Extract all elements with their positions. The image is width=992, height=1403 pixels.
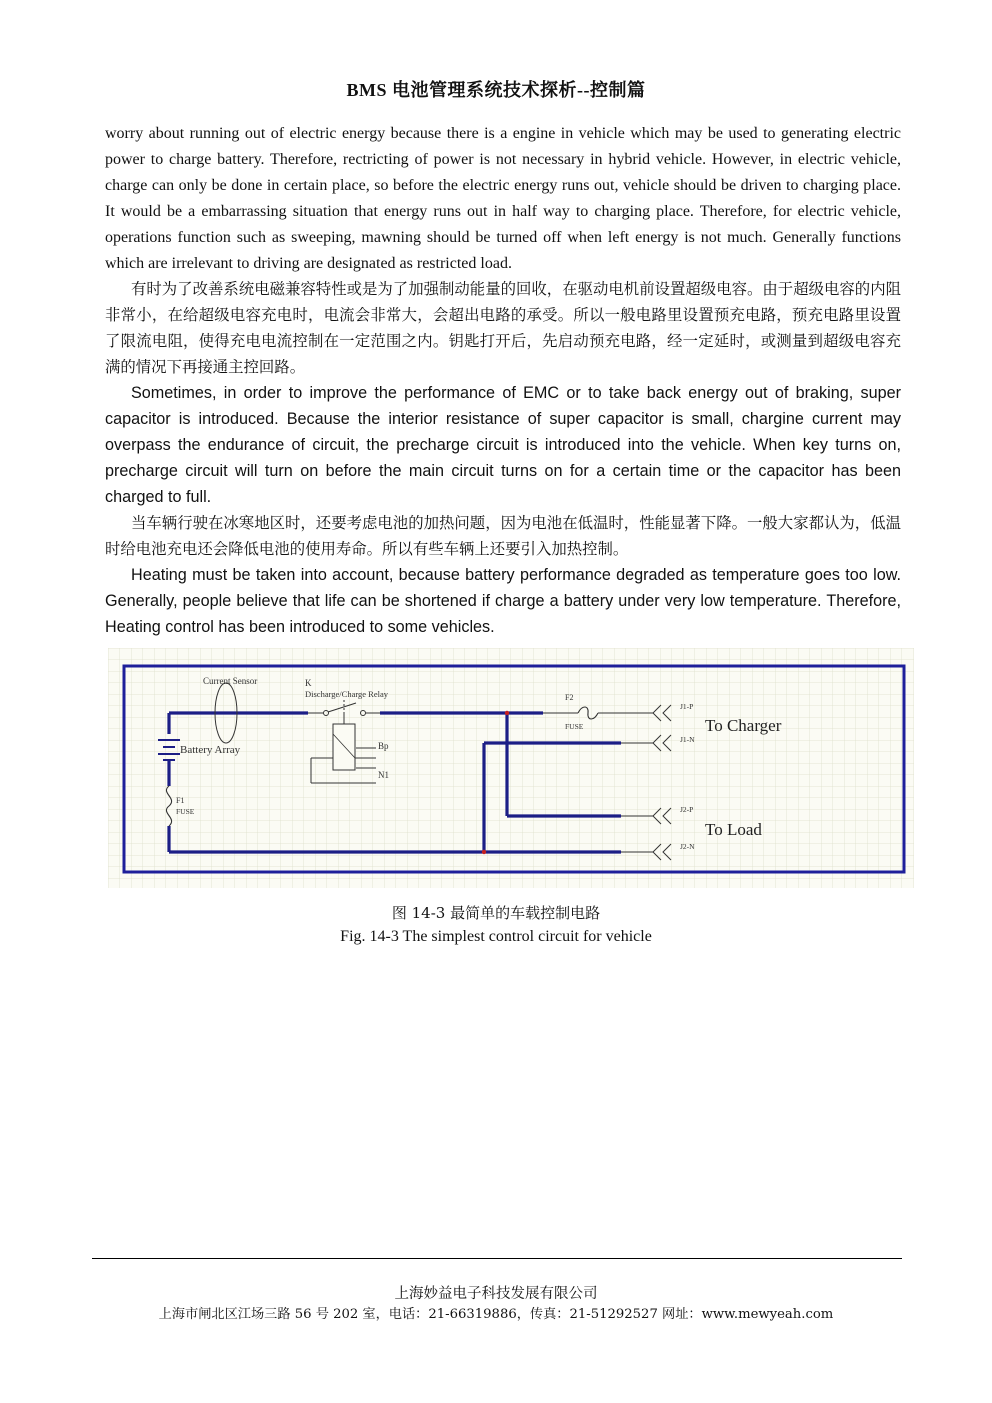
j2p-label: J2-P	[680, 805, 694, 814]
j2n-label: J2-N	[680, 842, 695, 851]
paragraph-electric-vehicle-energy: worry about running out of electric energy because there is a engine in vehicle which may be used to generating electric power to charge battery. Therefore, rectricting of power is not necessary in hybrid vehicle. However, in electric vehicle, charge can only be done in certain place, so before the electric energy runs out, vehicle should be driven to charging place. It would be a embarrassing situation that energy runs out in half way to charging place. Therefore, for electric vehicle, operations function such as sweeping, mawning should be turned off when left energy is not much. Generally functions which are irrelevant to driving are designated as restricted load.	[105, 125, 901, 272]
current-sensor-label: Current Sensor	[203, 676, 258, 686]
relay-coil-icon	[333, 724, 355, 770]
figure-caption-cn: 图 14-3 最简单的车载控制电路	[391, 904, 601, 922]
circuit-diagram	[108, 648, 914, 888]
footer-contact: 上海市闸北区江场三路 56 号 202 室，电话：21-66319886，传真：21-51292527 网址：www.mewyeah.com	[158, 1307, 834, 1322]
paragraph-heating-en: Heating must be taken into account, because battery performance degraded as temperature goes too low. Generally, people believe that life can be shortened if charge a battery under very low temperature. Therefore, Heating control has been introduced to some vehicles.	[105, 566, 901, 636]
page-header-title: BMS 电池管理系统技术探析--控制篇	[346, 80, 646, 100]
to-load-label: To Load	[705, 820, 762, 839]
j1n-label: J1-N	[680, 735, 695, 744]
fuse-f1-label: F1	[176, 796, 185, 805]
paragraph-super-capacitor-cn: 有时为了改善系统电磁兼容特性或是为了加强制动能量的回收，在驱动电机前设置超级电容。由于超级电容的内阻非常小，在给超级电容充电时，电流会非常大，会超出电路的承受。所以一般电路里设置预充电路，预充电路里设置了限流电阻，使得充电电流控制在一定范围之内。钥匙打开后，先启动预充电路，经一定延时，或测量到超级电容充满的情况下再接通主控回路。	[105, 280, 901, 376]
footer-company: 上海妙益电子科技发展有限公司	[394, 1286, 598, 1302]
to-charger-label: To Charger	[705, 716, 782, 735]
battery-array-label: Battery Array	[180, 744, 241, 756]
bp-label: Bp	[378, 741, 389, 751]
paragraph-super-capacitor-en: Sometimes, in order to improve the performance of EMC or to take back energy out of braking, super capacitor is introduced. Because the interior resistance of super capacitor is small, chargine current may overpass the endurance of circuit, the precharge circuit is introduced into the vehicle. When key turns on, precharge circuit will turn on before the main circuit turns on for a certain time or the capacitor has been charged to full.	[105, 384, 901, 506]
fuse-f2-label: F2	[565, 693, 574, 702]
paragraph-heating-cn: 当车辆行驶在冰寒地区时，还要考虑电池的加热问题，因为电池在低温时，性能显著下降。一般大家都认为，低温时给电池充电还会降低电池的使用寿命。所以有些车辆上还要引入加热控制。	[105, 514, 901, 558]
n1-label: N1	[378, 770, 389, 780]
footer-divider	[92, 1258, 902, 1259]
relay-k-label: K	[305, 678, 312, 688]
relay-label: Discharge/Charge Relay	[305, 689, 389, 699]
j1p-label: J1-P	[680, 702, 694, 711]
figure-caption-en: Fig. 14-3 The simplest control circuit for vehicle	[340, 928, 652, 945]
fuse-f1-type-label: FUSE	[176, 807, 195, 816]
fuse-f2-type-label: FUSE	[565, 722, 584, 731]
